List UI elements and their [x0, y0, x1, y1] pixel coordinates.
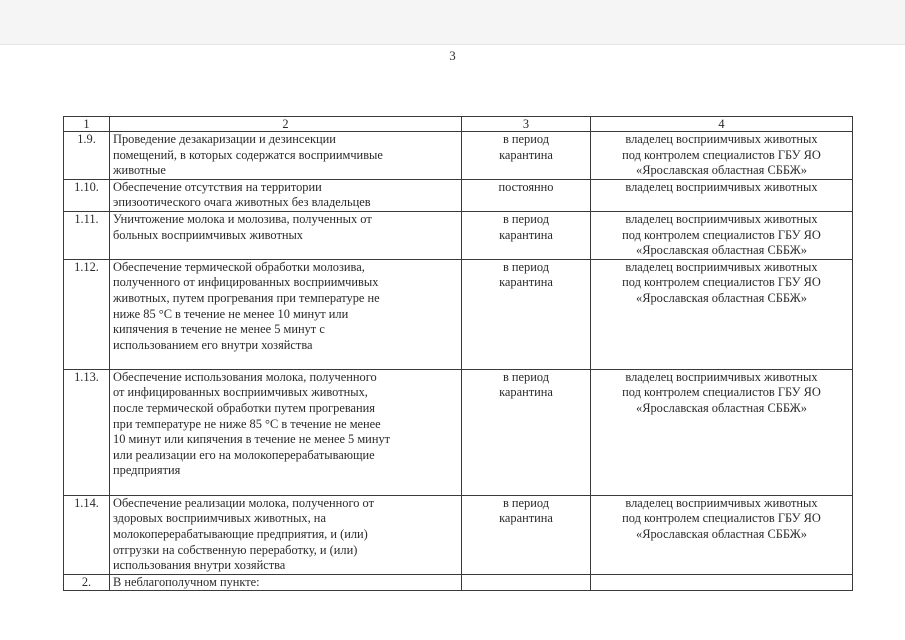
event-line: полученного от инфицированных восприимчивых — [113, 275, 379, 290]
responsible-line: под контролем специалистов ГБУ ЯО — [622, 147, 821, 162]
column-header-responsible: 4 — [591, 117, 853, 132]
event-line: животных, путем прогревания при температуре не — [113, 290, 380, 305]
responsible-line: под контролем специалистов ГБУ ЯО — [622, 275, 821, 290]
term-line: в период — [502, 369, 550, 384]
event-line: Проведение дезакаризации и дезинсекции — [113, 132, 336, 146]
row-number-cell: 1.9. — [64, 132, 110, 180]
event-line: после термической обработки путем прогревания — [113, 400, 375, 415]
event-line: отгрузки на собственную переработку, и (или) — [113, 542, 358, 557]
responsible-line: под контролем специалистов ГБУ ЯО — [622, 385, 821, 400]
term-cell — [462, 211, 591, 259]
term-cell — [462, 179, 591, 211]
responsible-line: «Ярославская областная СББЖ» — [636, 400, 807, 415]
term-cell — [462, 495, 591, 574]
table-row — [64, 495, 853, 574]
responsible-line: под контролем специалистов ГБУ ЯО — [622, 511, 821, 526]
table-row — [64, 179, 853, 211]
page-number: 3 — [449, 48, 456, 63]
term-line: карантина — [499, 147, 553, 162]
event-line: использованием его внутри хозяйства — [113, 337, 313, 352]
responsible-cell — [591, 495, 853, 574]
row-number-cell: 1.10. — [64, 179, 110, 211]
event-cell — [110, 132, 462, 180]
responsible-cell — [591, 211, 853, 259]
event-line: от инфицированных восприимчивых животных, — [113, 385, 368, 400]
event-line: больных восприимчивых животных — [113, 227, 304, 242]
event-cell — [110, 369, 462, 495]
event-line: помещений, в которых содержатся восприимчивые — [113, 147, 383, 162]
page-top-margin — [0, 0, 905, 45]
table-header-row — [64, 117, 853, 132]
term-line: карантина — [499, 275, 553, 290]
term-cell — [462, 259, 591, 369]
event-line: Обеспечение отсутствия на территории — [113, 179, 322, 194]
term-line: в период — [502, 259, 550, 274]
event-line: кипячения в течение не менее 5 минут с — [113, 322, 325, 337]
column-header-term: 3 — [462, 117, 591, 132]
row-number-cell: 1.14. — [64, 495, 110, 574]
term-cell — [462, 132, 591, 180]
responsible-line: под контролем специалистов ГБУ ЯО — [622, 227, 821, 242]
event-cell — [110, 259, 462, 369]
row-number-cell: 1.12. — [64, 259, 110, 369]
table-row — [64, 259, 853, 369]
term-line: постоянно — [498, 179, 554, 194]
row-number-cell: 2. — [64, 574, 110, 591]
responsible-line: «Ярославская областная СББЖ» — [636, 243, 807, 258]
responsible-line: владелец восприимчивых животных — [625, 179, 818, 194]
responsible-line: владелец восприимчивых животных — [625, 259, 818, 274]
responsible-line: владелец восприимчивых животных — [625, 132, 818, 146]
term-line: в период — [502, 495, 550, 510]
event-line: Уничтожение молока и молозива, полученных от — [113, 211, 372, 226]
responsible-cell — [591, 259, 853, 369]
event-cell — [110, 179, 462, 211]
responsible-line: «Ярославская областная СББЖ» — [636, 290, 807, 305]
term-cell — [462, 574, 591, 591]
event-cell — [110, 211, 462, 259]
event-line: эпизоотического очага животных без владельцев — [113, 195, 371, 210]
measures-table — [63, 116, 853, 591]
term-line: карантина — [499, 385, 553, 400]
responsible-cell — [591, 369, 853, 495]
table-row — [64, 132, 853, 180]
responsible-line: «Ярославская областная СББЖ» — [636, 526, 807, 541]
event-line: Обеспечение реализации молока, полученного от — [113, 495, 374, 510]
row-number-cell: 1.11. — [64, 211, 110, 259]
responsible-line: владелец восприимчивых животных — [625, 495, 818, 510]
responsible-cell — [591, 132, 853, 180]
table-body — [64, 132, 853, 591]
event-line: здоровых восприимчивых животных, на — [113, 511, 326, 526]
event-line: предприятия — [113, 463, 181, 478]
responsible-line: «Ярославская областная СББЖ» — [636, 163, 807, 178]
event-line: животные — [113, 163, 166, 178]
event-cell — [110, 495, 462, 574]
responsible-line: владелец восприимчивых животных — [625, 369, 818, 384]
event-line: В неблагополучном пункте: — [113, 574, 260, 589]
event-line: Обеспечение использования молока, полученного — [113, 369, 377, 384]
event-line: использования внутри хозяйства — [113, 558, 286, 573]
event-line: или реализации его на молокоперерабатывающие — [113, 447, 375, 462]
event-line: при температуре не ниже 85 °С в течение не менее — [113, 416, 381, 431]
event-cell — [110, 574, 462, 591]
responsible-line: владелец восприимчивых животных — [625, 211, 818, 226]
responsible-cell — [591, 574, 853, 591]
event-line: ниже 85 °С в течение не менее 10 минут или — [113, 306, 349, 321]
term-cell — [462, 369, 591, 495]
event-line: молокоперерабатывающие предприятия, и (или) — [113, 526, 368, 541]
term-line: в период — [502, 211, 550, 226]
event-line: 10 минут или кипячения в течение не менее 5 минут — [113, 432, 391, 447]
term-line: карантина — [499, 511, 553, 526]
term-line: в период — [502, 132, 550, 146]
table-row — [64, 369, 853, 495]
column-header-number: 1 — [64, 117, 110, 132]
row-number-cell: 1.13. — [64, 369, 110, 495]
responsible-cell — [591, 179, 853, 211]
column-header-event: 2 — [110, 117, 462, 132]
table-row — [64, 574, 853, 591]
table-row — [64, 211, 853, 259]
event-line: Обеспечение термической обработки молозива, — [113, 259, 365, 274]
term-line: карантина — [499, 227, 553, 242]
